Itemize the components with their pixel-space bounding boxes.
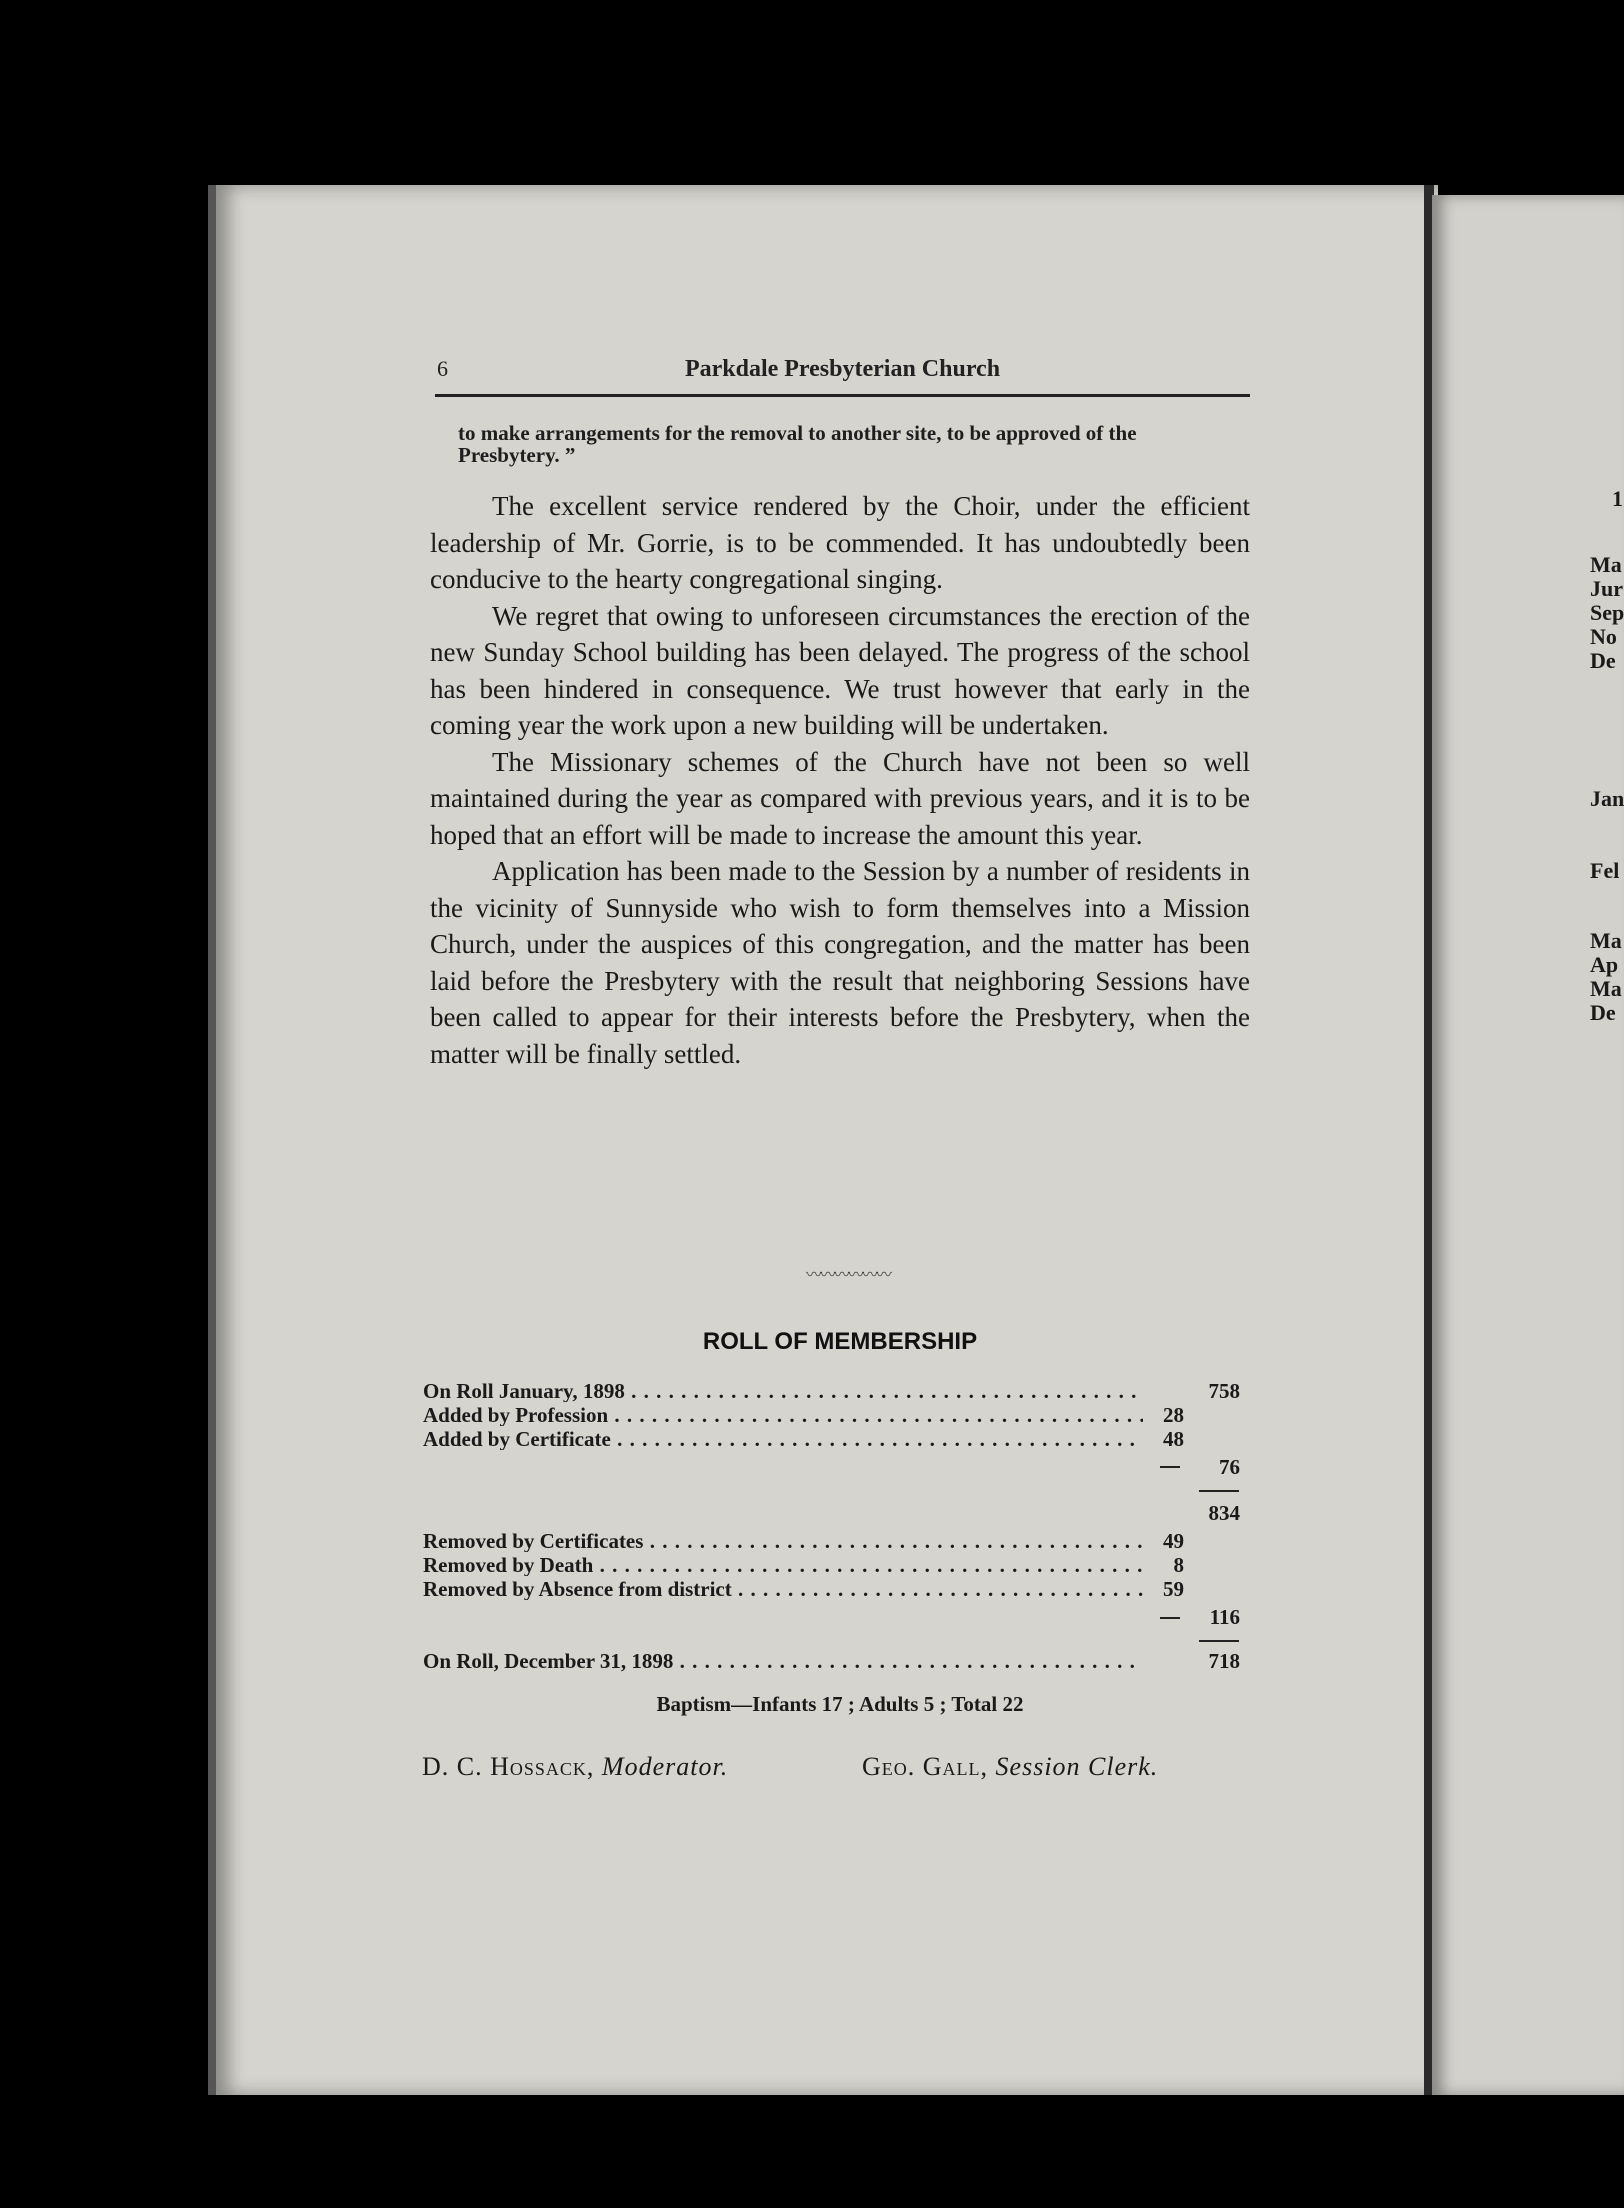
- roll-label-profession: Added by Profession: [423, 1404, 609, 1426]
- facing-page-fragment: 1: [1612, 486, 1623, 511]
- ornamental-divider: 〰〰〰〰〰〰: [805, 1267, 890, 1284]
- paragraph-missionary: The Missionary schemes of the Church have not been so well maintained during the year as compared with previous years, and it is to be hoped that an effort will be made to increase the amount this year.: [430, 746, 1250, 850]
- sum-rule: [1199, 1490, 1239, 1492]
- column-rule: [1160, 1466, 1180, 1468]
- page-number: 6: [437, 356, 448, 381]
- roll-title: ROLL OF MEMBERSHIP: [702, 1328, 978, 1355]
- roll-label-end: On Roll, December 31, 1898: [423, 1650, 674, 1672]
- clerk-name: Geo. Gall,: [862, 1752, 989, 1781]
- sum-rule: [1199, 1640, 1239, 1642]
- clerk-signature: [862, 1752, 1158, 1782]
- facing-page-fragment: Ma: [1590, 552, 1622, 577]
- roll-value-removed-cert: 49: [1163, 1529, 1184, 1553]
- roll-value-certificate: 48: [1163, 1427, 1184, 1451]
- baptism-summary: Baptism—Infants 17 ; Adults 5 ; Total 22: [656, 1692, 1024, 1716]
- clerk-title: Session Clerk.: [995, 1752, 1159, 1781]
- roll-label-removed-cert: Removed by Certificates: [423, 1530, 644, 1552]
- moderator-name: D. C. Hossack,: [422, 1752, 595, 1781]
- facing-page-fragment: De: [1590, 648, 1616, 673]
- facing-page-fragment: Ma: [1590, 976, 1622, 1001]
- facing-page-fragment: Jan: [1590, 786, 1624, 811]
- roll-label-certificate: Added by Certificate: [423, 1428, 611, 1450]
- roll-total-end: 718: [1208, 1649, 1240, 1673]
- paragraph-mission-church: Application has been made to the Session by a number of residents in the vicinity of Sunnyside who wish to form themselves into a Mission Church, under the auspices of this congregation, and the matter has been laid before the Presbytery with the result that neighboring Sessions have been called to appear for their interests before the Presbytery, when the matter will be finally settled.: [430, 856, 1250, 1069]
- roll-value-removed-absence: 59: [1163, 1577, 1184, 1601]
- paragraph-choir: The excellent service rendered by the Choir, under the efficient leadership of Mr. Gorrie, is to be commended. It has undoubtedly been conducive to the hearty congregational singing.: [430, 491, 1250, 594]
- quoted-resolution-end: to make arrangements for the removal to another site, to be approved of the Presbytery. ”: [458, 421, 1137, 467]
- facing-page-fragment: Ap: [1590, 952, 1619, 977]
- facing-page-fragment: Jur: [1590, 576, 1623, 601]
- roll-label-removed-death: Removed by Death: [423, 1554, 594, 1576]
- roll-removed-total: 116: [1209, 1605, 1240, 1629]
- facing-page-fragment: Sep: [1590, 600, 1624, 625]
- running-head: Parkdale Presbyterian Church: [684, 356, 1001, 382]
- moderator-title: Moderator.: [601, 1752, 729, 1781]
- right-page: [1432, 195, 1624, 2095]
- roll-label-removed-absence: Removed by Absence from district: [423, 1578, 732, 1600]
- facing-page-fragment: Fel: [1590, 858, 1620, 883]
- moderator-signature: [422, 1752, 728, 1782]
- roll-value-removed-death: 8: [1173, 1553, 1184, 1577]
- roll-subtotal: 834: [1208, 1501, 1240, 1525]
- roll-value-profession: 28: [1163, 1403, 1184, 1427]
- column-rule: [1160, 1617, 1180, 1619]
- roll-label-start: On Roll January, 1898: [423, 1380, 625, 1402]
- left-page: [208, 185, 1438, 2095]
- roll-added-total: 76: [1219, 1455, 1240, 1479]
- facing-page-fragment: Ma: [1590, 928, 1622, 953]
- report-body: [430, 488, 1250, 1072]
- page-header: [435, 352, 1250, 397]
- facing-page-fragment: No: [1590, 624, 1617, 649]
- facing-page-fragment: De: [1590, 1000, 1616, 1025]
- roll-total-start: 758: [1208, 1379, 1240, 1403]
- paragraph-sunday-school: We regret that owing to unforeseen circumstances the erection of the new Sunday School building has been delayed. The progress of the school has been hindered in consequence. We trust however that early in the coming year the work upon a new building will be undertaken.: [430, 600, 1250, 740]
